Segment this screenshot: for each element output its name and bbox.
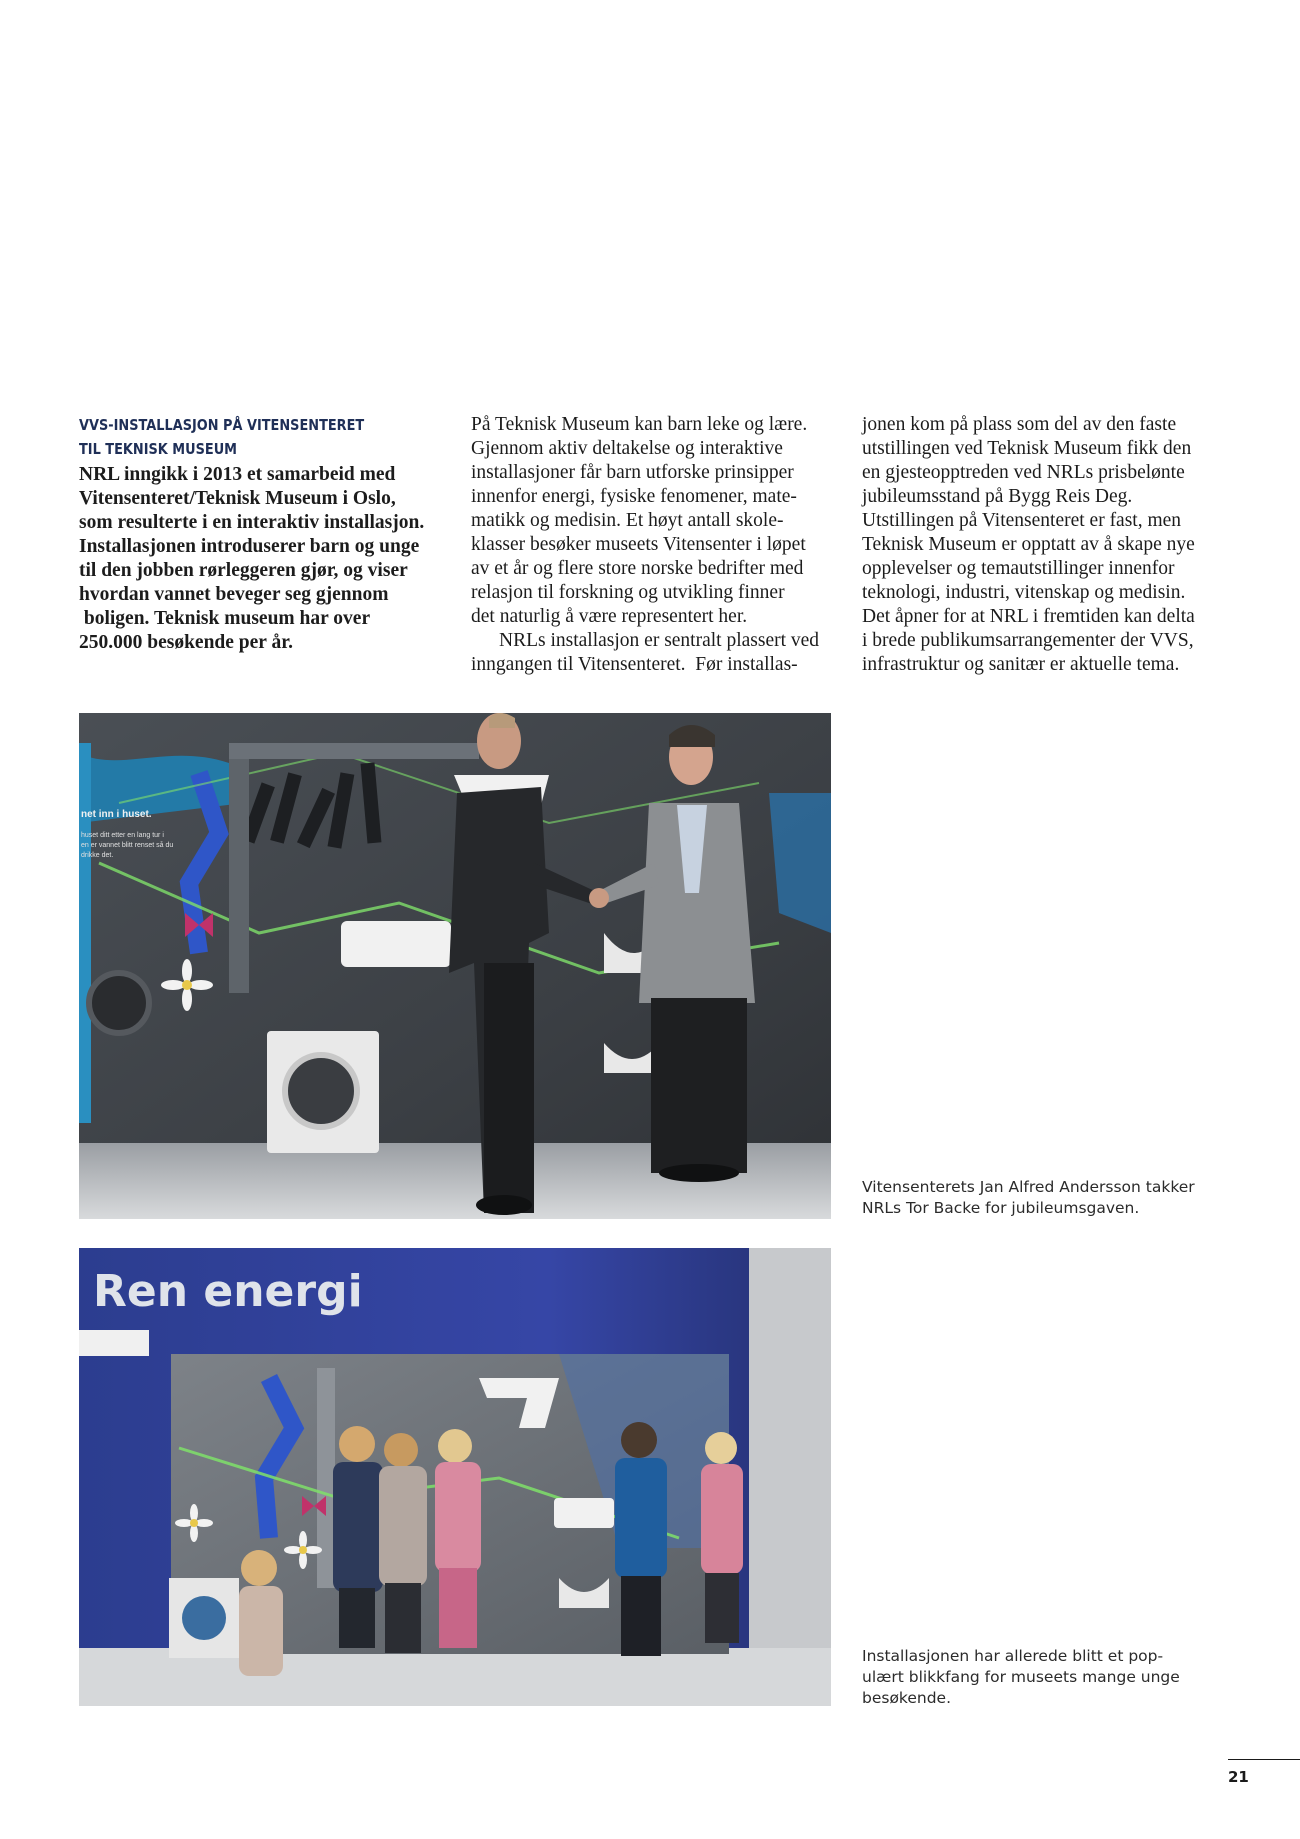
body-line: installasjoner får barn utforske prinsipper — [471, 462, 794, 483]
kicker-line: TIL TEKNISK MUSEUM — [79, 440, 238, 458]
body-line: NRLs installasjon er sentralt plassert ved — [499, 630, 820, 651]
body-paragraph — [471, 629, 836, 677]
lead-line: Installasjonen introduserer barn og unge — [79, 536, 420, 557]
photo-ren-energi — [79, 1248, 831, 1706]
caption-line: Vitensenterets Jan Alfred Andersson takker — [862, 1178, 1195, 1196]
sign-text: Ren energi — [93, 1266, 363, 1317]
body-line: jubileumsstand på Bygg Reis Deg. — [862, 486, 1133, 507]
body-paragraph — [471, 413, 836, 629]
body-line: Teknisk Museum er opptatt av å skape nye — [862, 534, 1195, 555]
page-number-rule — [1228, 1759, 1300, 1760]
caption-line: besøkende. — [862, 1689, 952, 1707]
body-line: jonen kom på plass som del av den faste — [862, 414, 1177, 435]
page-number: 21 — [1228, 1768, 1249, 1786]
wall-text: en er vannet blitt renset så du — [81, 842, 174, 849]
photo-caption — [862, 1646, 1242, 1709]
caption-line: NRLs Tor Backe for jubileumsgaven. — [862, 1199, 1140, 1217]
handshake-illustration — [79, 713, 831, 1219]
caption-line: ulært blikkfang for museets mange unge — [862, 1668, 1180, 1686]
intro-column — [79, 413, 444, 655]
wall-text: net inn i huset. — [81, 809, 152, 820]
lead-line: 250.000 besøkende per år. — [79, 632, 293, 653]
article-lead — [79, 463, 444, 655]
lead-line: som resulterte i en interaktiv installasjon. — [79, 512, 425, 533]
body-line: en gjesteopptreden ved NRLs prisbelønte — [862, 462, 1185, 483]
kicker-line: VVS-INSTALLASJON PÅ VITENSENTERET — [79, 416, 365, 434]
body-column-3 — [862, 413, 1227, 677]
body-line: Utstillingen på Vitensenteret er fast, men — [862, 510, 1182, 531]
article-kicker — [79, 413, 393, 461]
lead-line: NRL inngikk i 2013 et samarbeid med — [79, 464, 396, 485]
body-line: infrastruktur og sanitær er aktuelle tema. — [862, 654, 1180, 675]
body-line: opplevelser og temautstillinger innenfor — [862, 558, 1175, 579]
lead-line: boligen. Teknisk museum har over — [79, 608, 371, 629]
body-line: Gjennom aktiv deltakelse og interaktive — [471, 438, 783, 459]
body-line: Det åpner for at NRL i fremtiden kan delta — [862, 606, 1195, 627]
body-line: i brede publikumsarrangementer der VVS, — [862, 630, 1194, 651]
body-line: innenfor energi, fysiske fenomener, mate- — [471, 486, 797, 507]
body-line: relasjon til forskning og utvikling finner — [471, 582, 785, 603]
caption-line: Installasjonen har allerede blitt et pop- — [862, 1647, 1164, 1665]
lead-line: hvordan vannet beveger seg gjennom — [79, 584, 389, 605]
body-line: teknologi, industri, vitenskap og medisin. — [862, 582, 1186, 603]
wall-text: drikke det. — [81, 852, 114, 859]
body-line: På Teknisk Museum kan barn leke og lære. — [471, 414, 808, 435]
ren-energi-illustration — [79, 1248, 831, 1706]
body-line: inngangen til Vitensenteret. Før installas- — [471, 654, 798, 675]
body-line: av et år og flere store norske bedrifter med — [471, 558, 804, 579]
body-line: utstillingen ved Teknisk Museum fikk den — [862, 438, 1192, 459]
photo-handshake — [79, 713, 831, 1219]
body-column-2 — [471, 413, 836, 677]
body-paragraph — [862, 413, 1227, 677]
photo-caption — [862, 1177, 1242, 1219]
lead-line: Vitensenteret/Teknisk Museum i Oslo, — [79, 488, 396, 509]
body-line: klasser besøker museets Vitensenter i løpet — [471, 534, 806, 555]
body-line: matikk og medisin. Et høyt antall skole- — [471, 510, 784, 531]
wall-text: huset ditt etter en lang tur i — [81, 832, 164, 839]
body-line: det naturlig å være representert her. — [471, 606, 748, 627]
lead-line: til den jobben rørleggeren gjør, og viser — [79, 560, 408, 581]
